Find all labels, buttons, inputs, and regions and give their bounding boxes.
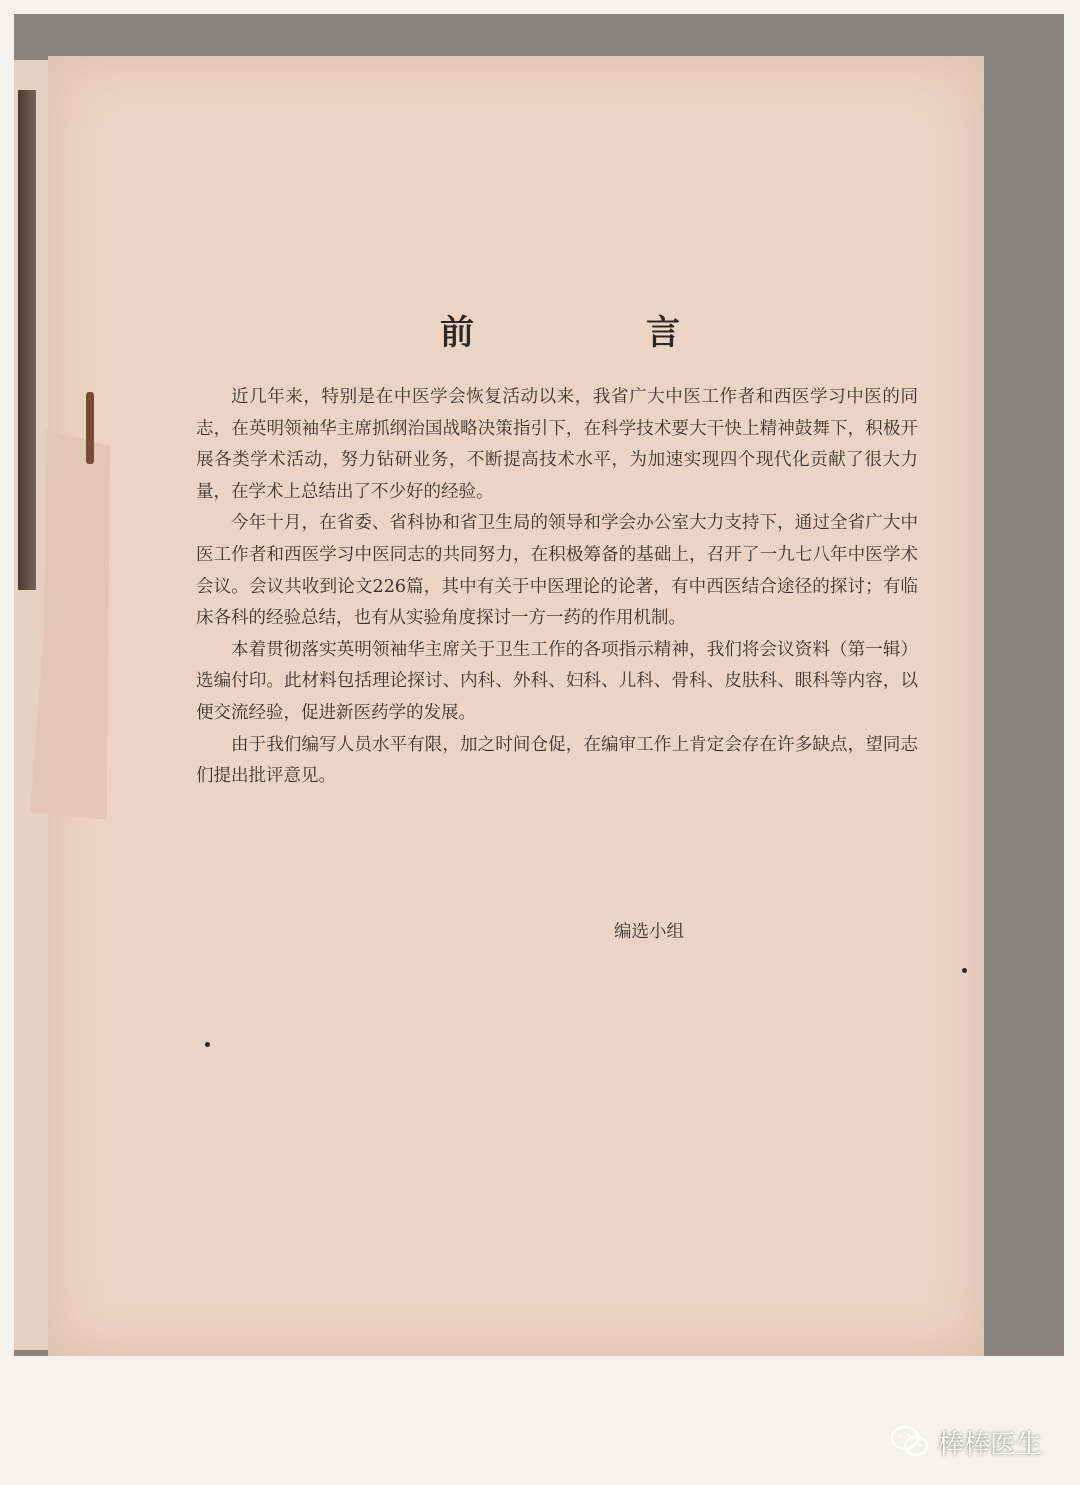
paragraph: 近几年来，特别是在中医学会恢复活动以来，我省广大中医工作者和西医学习中医的同志，在英明领袖华主席抓纲治国战略决策指引下，在科学技术要大干快上精神鼓舞下，积极开展各类学术活动，努力钻研业务，不断提高技术水平，为加速实现四个现代化贡献了很大力量，在学术上总结出了不少好的经验。: [196, 387, 918, 502]
signature: 编选小组: [614, 922, 684, 942]
page-title: [440, 305, 680, 354]
watermark: [890, 1422, 1042, 1462]
ink-speck: [205, 1042, 210, 1047]
paragraph: 由于我们编写人员水平有限，加之时间仓促，在编审工作上肯定会存在许多缺点，望同志们提出批评意见。: [196, 734, 918, 787]
watermark-label: 棒棒医生: [938, 1429, 1043, 1460]
title-char-1: 前: [440, 313, 474, 353]
paragraph: 今年十月，在省委、省科协和省卫生局的领导和学会办公室大力支持下，通过全省广大中医工作者和西医学习中医同志的共同努力，在积极筹备的基础上，召开了一九七八年中医学术会议。会议共收到论文226篇，其中有关于中医理论的论著，有中西医结合途径的探讨；有临床各科的经验总结，也有从实验角度探讨一方一药的作用机制。: [196, 513, 918, 629]
title-char-2: 言: [646, 313, 680, 353]
ink-speck: [962, 968, 967, 973]
preface-body: [196, 382, 918, 793]
staple: [86, 392, 94, 464]
spine-shadow: [18, 90, 36, 590]
paragraph: 本着贯彻落实英明领袖华主席关于卫生工作的各项指示精神，我们将会议资料（第一辑）选编付印。此材料包括理论探讨、内科、外科、妇科、儿科、骨科、皮肤科、眼科等内容，以便交流经验，促进新医药学的发展。: [196, 639, 918, 723]
wechat-icon: [890, 1425, 930, 1459]
